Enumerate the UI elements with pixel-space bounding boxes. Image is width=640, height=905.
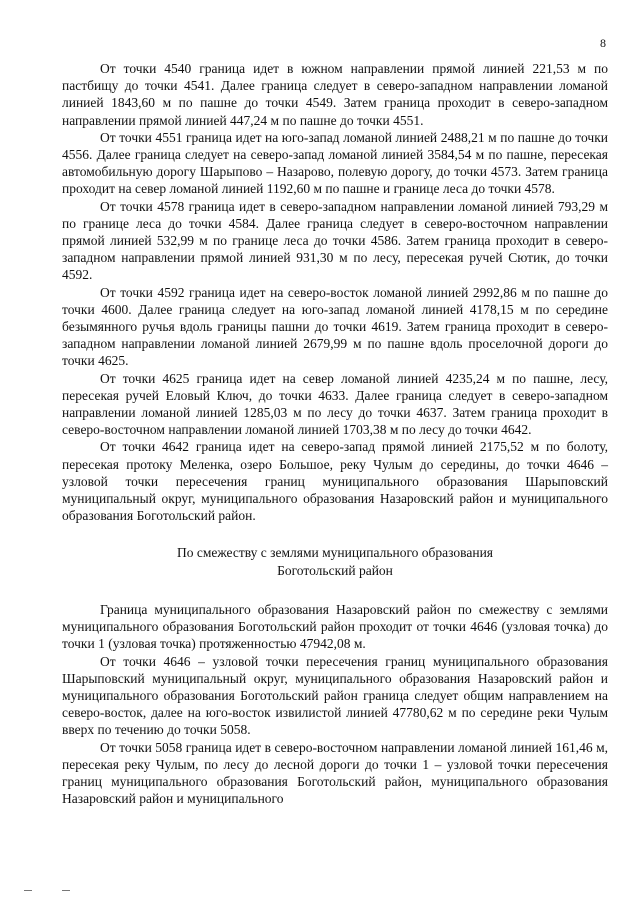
- paragraph: Граница муниципального образования Назаровский район по смежеству с землями муниципального образования Боготольский район проходит от точки 4646 (узловая точка) до точки 1 (узловая точка) протяженностью 47942,08 м.: [62, 601, 608, 652]
- scan-mark: [24, 890, 32, 891]
- scan-mark: [62, 890, 70, 891]
- paragraph: От точки 5058 граница идет в северо-восточном направлении ломаной линией 161,46 м, пересекая реку Чулым, по лесу до лесной дороги до точки 1 – узловой точки пересечения границ муниципального образования Боготольский район, муниципального образования Назаровский район и муниципального: [62, 739, 608, 807]
- spacer: [62, 579, 608, 601]
- paragraph: От точки 4578 граница идет в северо-западном направлении ломаной линией 793,29 м по границе леса до точки 4584. Далее граница следует в северо-восточном направлении прямой линией 532,99 м по границе леса до точки 4586. Затем граница проходит в северо-западном направлении прямой линией 931,30 м по лесу, пересекая ручей Сютик, до точки 4592.: [62, 198, 608, 283]
- paragraph: От точки 4625 граница идет на север ломаной линией 4235,24 м по пашне, лесу, пересекая ручей Еловый Ключ, до точки 4633. Далее граница следует в северо-западном направлении ломаной линией 1285,03 м по лесу до точки 4637. Затем граница проходит в северо-восточном направлении ломаной линией 1703,38 м по лесу до точки 4642.: [62, 370, 608, 438]
- document-body: [62, 60, 608, 807]
- spacer: [62, 524, 608, 544]
- section-heading-line: Боготольский район: [277, 562, 393, 578]
- paragraph: От точки 4642 граница идет на северо-запад прямой линией 2175,52 м по болоту, пересекая протоку Меленка, озеро Большое, реку Чулым до середины, до точки 4646 – узловой точки пересечения границ муниципального образования Шарыповский муниципальный округ, муниципального образования Назаровский район и муниципального образования Боготольский район.: [62, 439, 608, 524]
- page-number: 8: [600, 36, 606, 50]
- paragraph: От точки 4592 граница идет на северо-восток ломаной линией 2992,86 м по пашне до точки 4600. Далее граница следует на юго-запад ломаной линией 4178,15 м по середине безымянного ручья вдоль границы пашни до точки 4619. Затем граница проходит в северо-западном направлении ломаной линией 2679,99 м по пашне вдоль проселочной дороги до точки 4625.: [62, 284, 608, 369]
- paragraph: От точки 4646 – узловой точки пересечения границ муниципального образования Шарыповский муниципальный округ, муниципального образования Назаровский район и муниципального образования Боготольский район граница следует общим направлением на северо-восток, далее на юго-восток извилистой линией 47780,62 м по середине реки Чулым вверх по течению до точки 5058.: [62, 653, 608, 738]
- paragraph: От точки 4540 граница идет в южном направлении прямой линией 221,53 м по пастбищу до точки 4541. Далее граница следует в северо-западном направлении ломаной линией 1843,60 м по пашне до точки 4549. Затем граница проходит в северо-западном направлении прямой линией 447,24 м по пашне до точки 4551.: [62, 61, 608, 128]
- paragraph: От точки 4551 граница идет на юго-запад ломаной линией 2488,21 м по пашне до точки 4556. Далее граница следует на северо-запад ломаной линией 3584,54 м по пашне, пересекая автомобильную дорогу Шарыпово – Назарово, полевую дорогу, до точки 4573. Затем граница проходит на север ломаной линией 1192,60 м по пашне и границе леса до точки 4578.: [62, 129, 608, 197]
- section-heading-line: По смежеству с землями муниципального образования: [176, 545, 494, 561]
